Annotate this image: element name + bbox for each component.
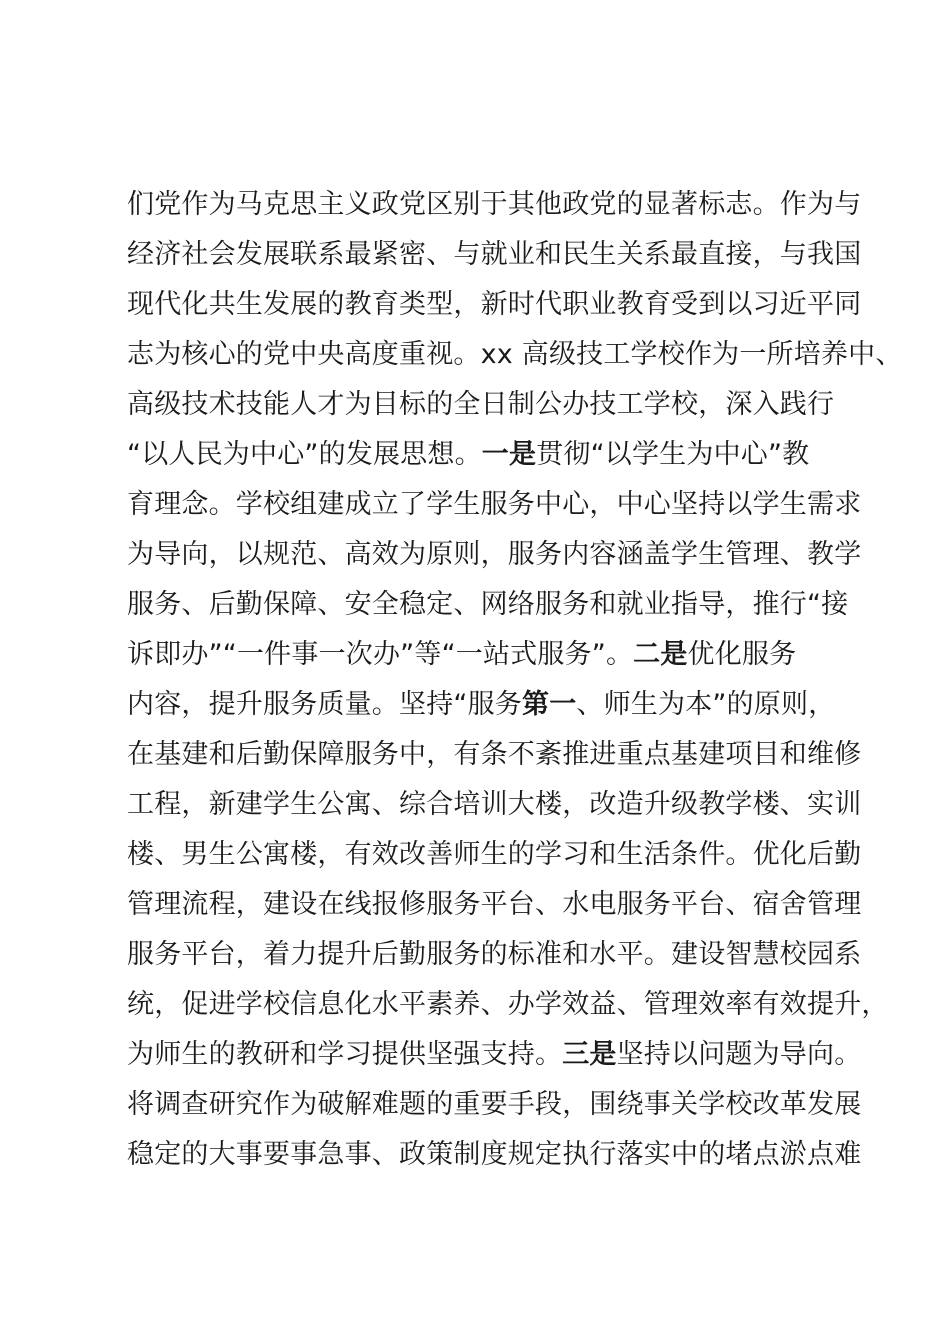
body-paragraph xyxy=(127,180,903,1180)
text-line xyxy=(127,630,867,680)
text-segment: 将调查研究作为破解难题的重要手段，围绕事关学校改革发展 xyxy=(127,1089,862,1120)
bold-text-segment: 二是 xyxy=(633,639,688,670)
text-segment: 管理流程，建设在线报修服务平台、水电服务平台、宿舍管理 xyxy=(127,889,862,920)
text-line xyxy=(127,230,867,280)
text-segment: 现代化共生发展的教育类型，新时代职业教育受到以习近平同 xyxy=(127,289,862,320)
text-line xyxy=(127,1080,867,1130)
text-segment: 育理念。学校组建成立了学生服务中心，中心坚持以学生需求 xyxy=(127,489,862,520)
text-line xyxy=(127,480,867,530)
text-line xyxy=(127,980,889,1030)
text-line xyxy=(127,280,867,330)
text-line xyxy=(127,430,867,480)
text-segment: 内容，提升服务质量。坚持“服务 xyxy=(127,689,522,720)
text-line xyxy=(127,830,867,880)
text-segment: 服务、后勤保障、安全稳定、网络服务和就业指导，推行“接 xyxy=(127,589,849,620)
text-segment: 在基建和后勤保障服务中，有条不紊推进重点基建项目和维修 xyxy=(127,739,862,770)
text-line xyxy=(127,780,867,830)
text-segment: 工程，新建学生公寓、综合培训大楼，改造升级教学楼、实训 xyxy=(127,789,862,820)
text-segment: “以人民为中心”的发展思想。 xyxy=(127,439,482,470)
text-line xyxy=(127,880,867,930)
text-line xyxy=(127,680,867,730)
text-line xyxy=(127,1130,867,1180)
text-segment: 楼、男生公寓楼，有效改善师生的学习和生活条件。优化后勤 xyxy=(127,839,862,870)
text-segment: 诉即办”“一件事一次办”等“一站式服务”。 xyxy=(127,639,634,670)
text-segment: 统，促进学校信息化水平素养、办学效益、管理效率有效提升， xyxy=(127,989,889,1020)
text-segment: 服务平台，着力提升后勤服务的标准和水平。建设智慧校园系 xyxy=(127,939,862,970)
text-segment: 高级技术技能人才为目标的全日制公办技工学校，深入践行 xyxy=(127,389,835,420)
text-segment: 坚持以问题为导向。 xyxy=(616,1039,862,1070)
text-line xyxy=(127,1030,867,1080)
text-segment: 为导向，以规范、高效为原则，服务内容涵盖学生管理、教学 xyxy=(127,539,862,570)
bold-text-segment: 三是 xyxy=(562,1039,617,1070)
bold-text-segment: 第一 xyxy=(522,689,577,720)
bold-text-segment: 一是 xyxy=(481,439,537,470)
text-segment: 优化服务 xyxy=(687,639,797,670)
text-segment: 经济社会发展联系最紧密、与就业和民生关系最直接，与我国 xyxy=(127,239,862,270)
text-segment: 志为核心的党中央高度重视。xx 高级技工学校作为一所培养中、 xyxy=(127,339,903,370)
text-line xyxy=(127,730,867,780)
text-line xyxy=(127,380,867,430)
text-segment: 为师生的教研和学习提供坚强支持。 xyxy=(127,1039,563,1070)
text-line xyxy=(127,180,867,230)
text-segment: 稳定的大事要事急事、政策制度规定执行落实中的堵点淤点难 xyxy=(127,1139,862,1170)
text-line xyxy=(127,580,867,630)
text-segment: 、师生为本”的原则， xyxy=(576,689,836,720)
text-segment: 们党作为马克思主义政党区别于其他政党的显著标志。作为与 xyxy=(127,189,862,220)
text-line xyxy=(127,530,867,580)
text-segment: 贯彻“以学生为中心”教 xyxy=(536,439,810,470)
text-line xyxy=(127,930,867,980)
text-line xyxy=(127,330,903,380)
